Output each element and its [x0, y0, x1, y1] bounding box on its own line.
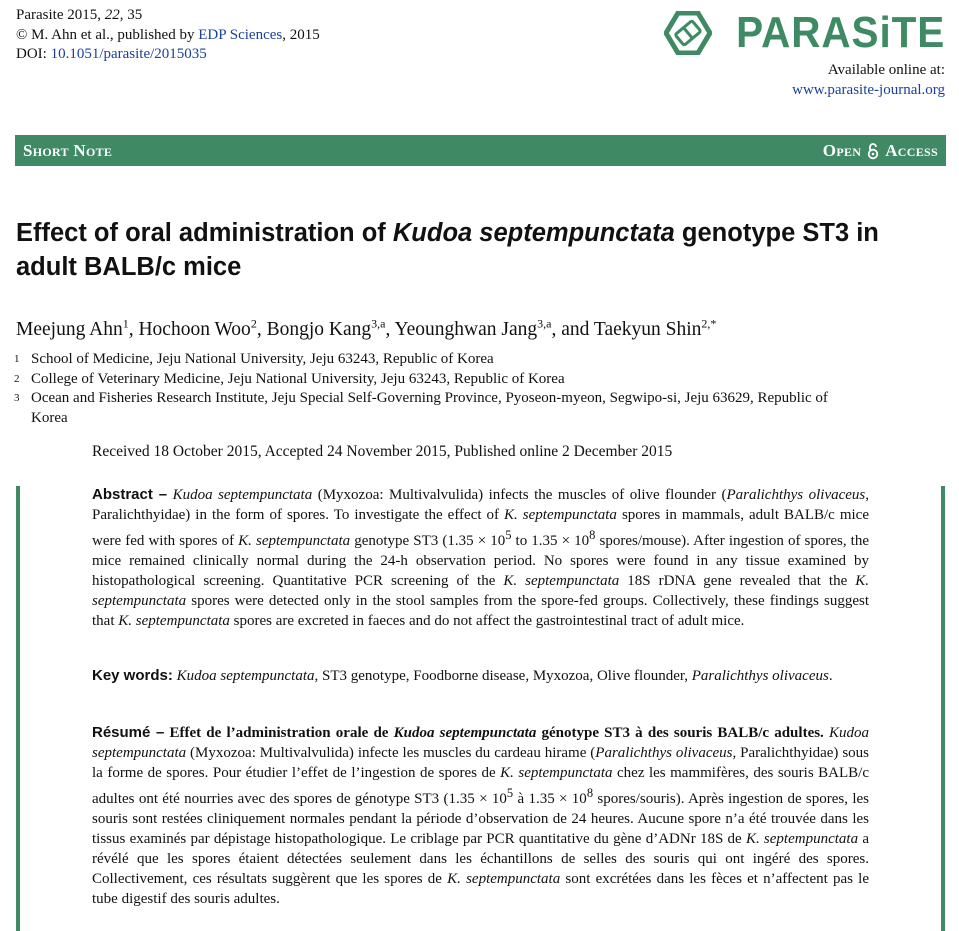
article-type-band	[15, 135, 946, 166]
article-meta	[16, 6, 320, 65]
affiliation: 1 School of Medicine, Jeju National University, Jeju 63243, Republic of Korea	[14, 351, 494, 367]
affiliation: 2 College of Veterinary Medicine, Jeju National University, Jeju 63243, Republic of Korea	[14, 370, 565, 387]
affiliation: 3 Ocean and Fisheries Research Institute, Jeju Special Self-Governing Province, Pyoseon-myeon, Segwipo-si, Jeju 63629, Republic of Korea	[14, 390, 828, 426]
resume-label: Résumé –	[92, 724, 165, 741]
resume: Résumé – Effet de l’administration orale de Kudoa septempunctata génotype ST3 à des souris BALB/c adultes. Kudoa septempunctata (Myxozoa: Multivalvulida) infecte les muscles du cardeau hirame (Paralichthys olivaceus, Paralichthyidae) sous la forme de spores. Pour étudier l’effet de l’ingestion de spores de K. septempunctata chez les mammifères, des souris BALB/c adultes ont été nourries avec des spores de génotype ST3 ($1.35 \times 10^5$ à $1.35 \times 10^8$ spores/souris). Après ingestion de spores, les souris sont restées cliniquement normales pendant la période d’observation de 24 heures. Aucune spore n’a été trouvée dans les tissus examinés par dépistage histopathologique. Le criblage par PCR quantitative du gène d’ADNr 18S de K. septempunctata a révélé que les spores étaient détectées seulement dans les échantillons de selles des souris qui ont ingéré des spores. Collectivement, ces résultats suggèrent que les spores de K. septempunctata sont excrétées dans les fèces et n’affectent pas le tube digestif des souris adultes.	[92, 724, 869, 907]
access-label: Access	[885, 140, 938, 160]
abstract-box-right-rule	[941, 486, 945, 931]
author: Meejung Ahn$^1$,	[16, 316, 139, 340]
availability	[792, 60, 945, 100]
abstract-label: Abstract –	[92, 486, 168, 503]
abstract: Abstract – Kudoa septempunctata (Myxozoa: Multivalvulida) infects the muscles of olive flounder (Paralichthys olivaceus, Paralichthyidae) in the form of spores. To investigate the effect of K. septempunctata spores in mammals, adult BALB/c mice were fed with spores of K. septempunctata genotype ST3 ($1.35 \times 10^5$ to $1.35 \times 10^8$ spores/mouse). After ingestion of spores, the mice remained clinically normal during the 24-h observation period. No spores were found in any tissue examined by histopathological screening. Quantitative PCR screening of the K. septempunctata 18S rDNA gene revealed that the K. septempunctata spores were detected only in the stool samples from the spore-fed groups. Collectively, these findings suggest that K. septempunctata spores are excreted in faeces and do not affect the gastrointestinal tract of adult mice.	[92, 486, 870, 629]
keywords: Key words: Kudoa septempunctata, ST3 genotype, Foodborne disease, Myxozoa, Olive flounder, Paralichthys olivaceus.	[92, 667, 833, 684]
affiliation-list	[14, 350, 861, 428]
author: Bongjo Kang$^{3,a}$,	[266, 316, 395, 340]
author: Taekyun Shin$^{2,*}$	[593, 316, 717, 340]
abstract-box-left-rule	[16, 486, 20, 931]
logo-wordmark: PARASiTE	[735, 8, 945, 57]
author: Yeounghwan Jang$^{3,a}$, and	[394, 316, 594, 340]
volume: 22	[104, 7, 120, 23]
copyright-line: © M. Ahn et al., published by EDP Sciences, 2015	[16, 26, 320, 43]
keywords-label: Key words:	[92, 667, 173, 684]
received-dates: Received 18 October 2015, Accepted 24 November 2015, Published online 2 December 2015	[92, 443, 673, 460]
available-online-label: Available online at:	[827, 62, 945, 78]
journal-url-link[interactable]: www.parasite-journal.org	[792, 82, 945, 98]
journal-citation: Parasite 2015, 22, 35	[16, 7, 143, 23]
doi-link[interactable]: 10.1051/parasite/2015035	[50, 46, 207, 62]
parasite-hexagon-logo-icon	[664, 11, 712, 55]
parasite-logo	[664, 8, 945, 58]
doi-line: DOI: 10.1051/parasite/2015035	[16, 46, 207, 62]
article-title: Effect of oral administration of Kudoa septempunctata genotype ST3 in adult BALB/c mice	[16, 219, 879, 281]
article-type-label: Short Note	[23, 140, 113, 160]
author-list	[16, 316, 716, 341]
open-access-lock-icon	[866, 142, 880, 160]
open-access-badge	[823, 141, 938, 161]
open-label: Open	[822, 140, 862, 160]
publisher-link[interactable]: EDP Sciences	[198, 26, 283, 43]
author: Hochoon Woo$^2$,	[138, 316, 267, 340]
